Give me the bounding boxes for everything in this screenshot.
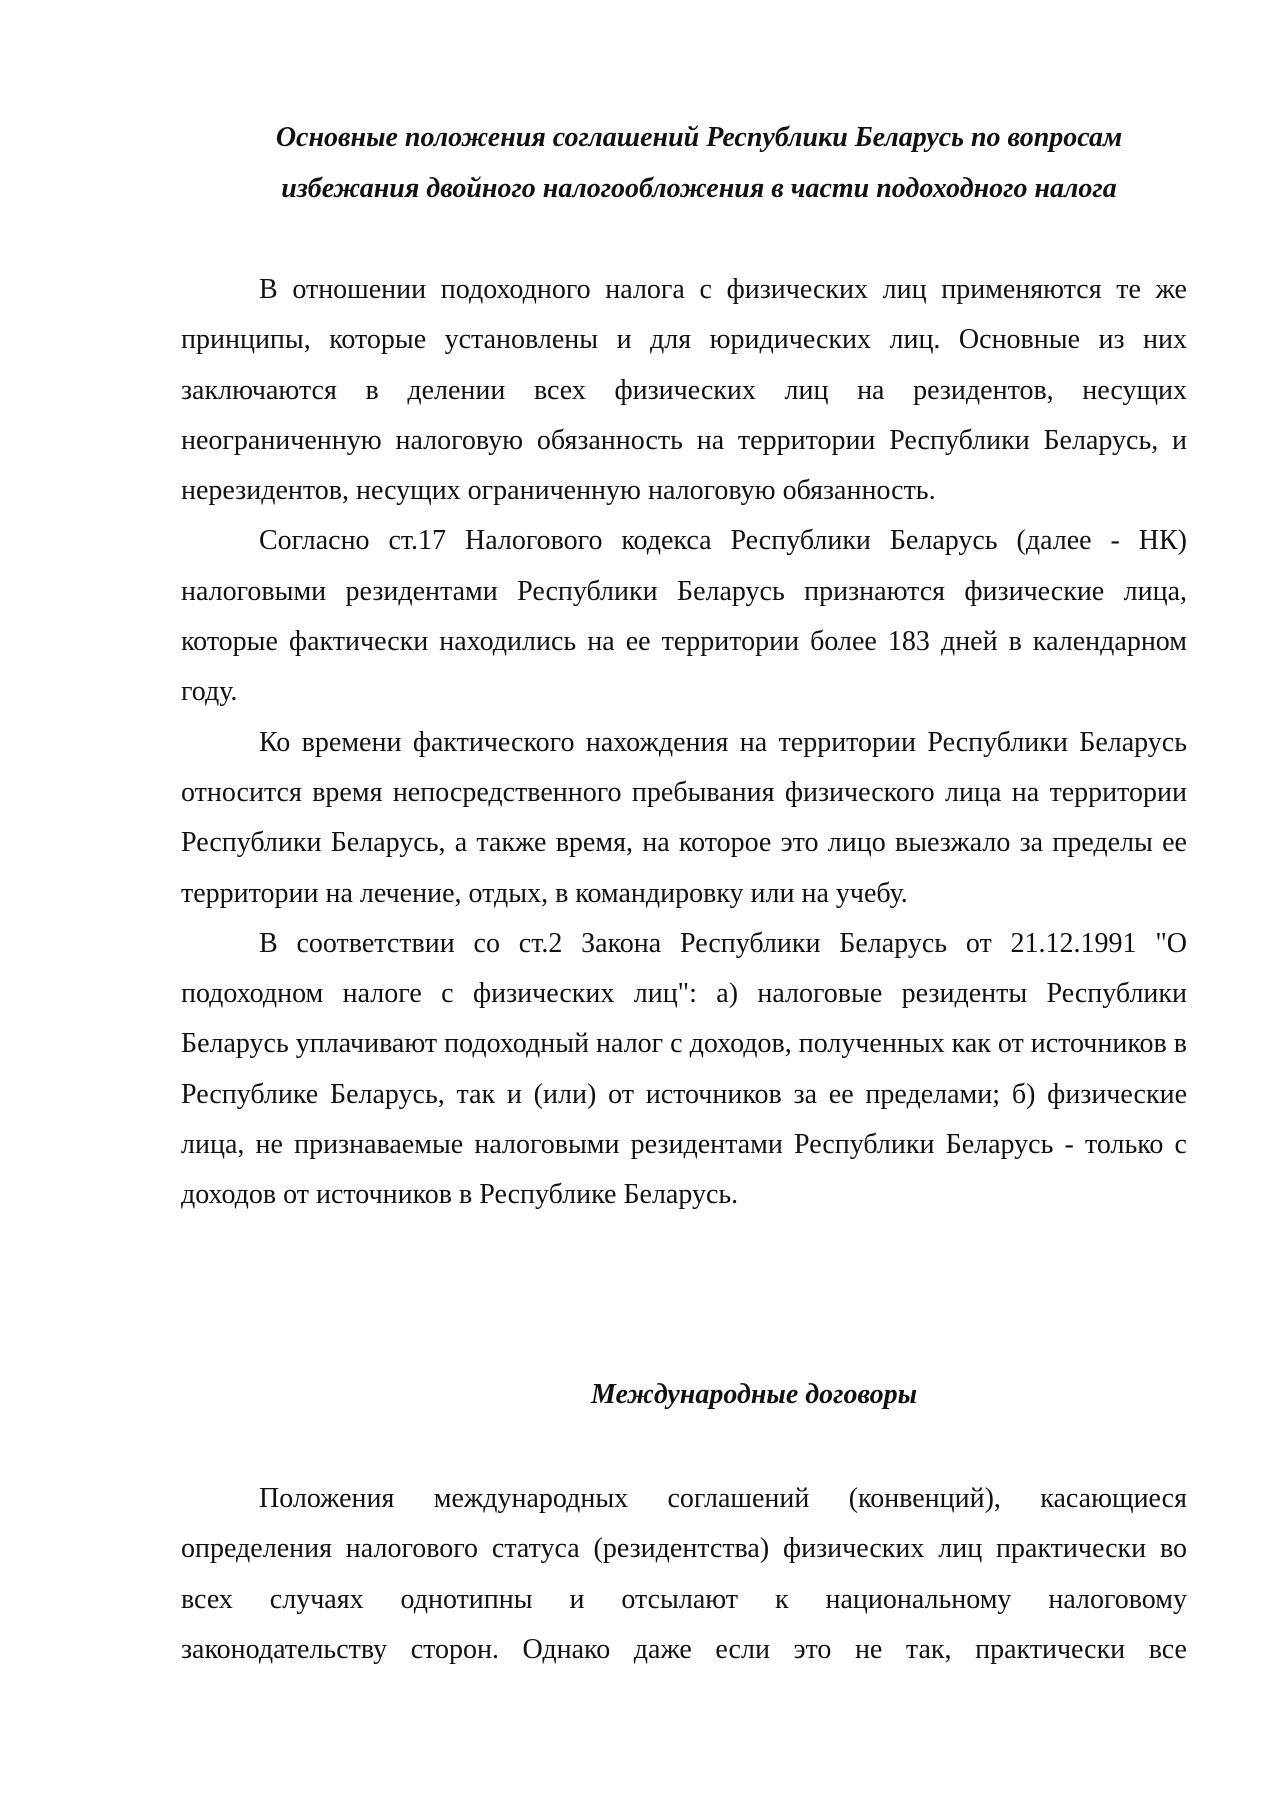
section-body [181, 1474, 1187, 1675]
title-line-2: избежания двойного налогообложения в части подоходного налога [281, 173, 1117, 204]
paragraph: В отношении подоходного налога с физических лиц применяются те же принципы, которые установлены и для юридических лиц. Основные из них заключаются в делении всех физических лиц на резидентов, несущих неограниченную налоговую обязанность на территории Республики Беларусь, и нерезидентов, несущих ограниченную налоговую обязанность. [181, 274, 1187, 507]
title-line-1: Основные положения соглашений Республики Беларусь по вопросам [275, 122, 1123, 153]
paragraph: В соответствии со ст.2 Закона Республики Беларусь от 21.12.1991 "О подоходном налоге с физических лиц": а) налоговые резиденты Республики Беларусь уплачивают подоходный налог с доходов, полученных как от источников в Республике Беларусь, так и (или) от источников за ее пределами; б) физические лица, не признаваемые налоговыми резидентами Республики Беларусь - только с доходов от источников в Республике Беларусь. [181, 927, 1187, 1211]
paragraph: Положения международных соглашений (конвенций), касающиеся определения налогового статуса (резидентства) физических лиц практически во всех случаях однотипны и отсылают к национальному налоговому законодательству сторон. Однако даже если это не так, практически все [181, 1483, 1187, 1665]
section-heading: Международные договоры [590, 1379, 918, 1410]
document-title [181, 112, 1187, 214]
main-body [181, 265, 1187, 1221]
paragraph: Согласно ст.17 Налогового кодекса Республики Беларусь (далее - НК) налоговыми резидентами Республики Беларусь признаются физические лица, которые фактически находились на ее территории более 183 дней в календарном году. [181, 525, 1187, 708]
paragraph: Ко времени фактического нахождения на территории Республики Беларусь относится время непосредственного пребывания физического лица на территории Республики Беларусь, а также время, на которое это лицо выезжало за пределы ее территории на лечение, отдых, в командировку или на учебу. [181, 726, 1187, 909]
